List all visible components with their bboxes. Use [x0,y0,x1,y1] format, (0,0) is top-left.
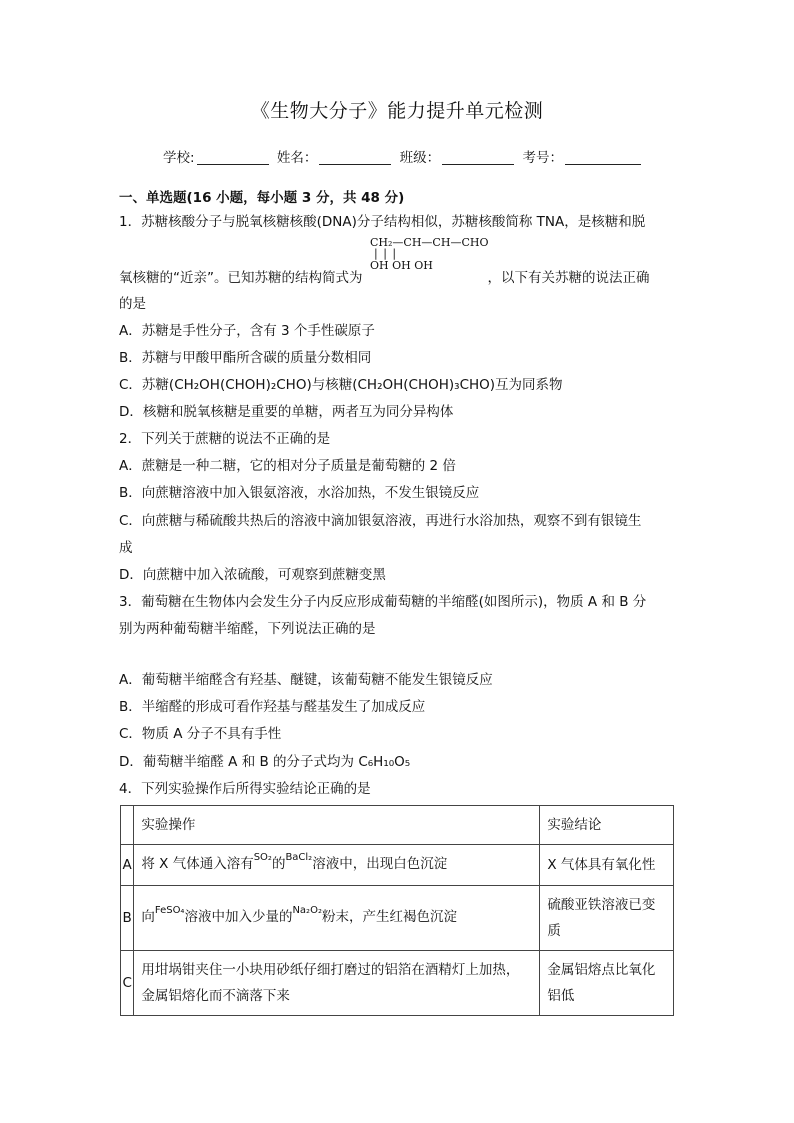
name-blank[interactable] [319,150,391,165]
q3-option-c[interactable]: C．物质 A 分子不具有手性 [119,726,282,742]
q3-option-d[interactable]: D．葡萄糖半缩醛 A 和 B 的分子式均为 C₆H₁₀O₅ [119,754,411,770]
formula-so2: SO₂ [253,852,272,863]
op-text: 溶液中，出现白色沉淀 [312,856,448,872]
row-operation [134,886,540,951]
q2-option-b[interactable]: B．向蔗糖溶液中加入银氨溶液，水浴加热，不发生银镜反应 [119,485,480,501]
row-index: C [121,951,134,1016]
header-conclusion: 实验结论 [540,806,674,845]
formula-bacl2: BaCl₂ [285,852,313,863]
q1-option-b[interactable]: B．苏糖与甲酸甲酯所含碳的质量分数相同 [119,350,372,366]
q1-stem-line1: 1．苏糖核酸分子与脱氧核糖核酸(DNA)分子结构相似，苏糖核酸简称 TNA，是核糖和脱 [119,214,646,230]
table-row-b[interactable] [121,886,674,951]
table-row-a[interactable] [121,845,674,886]
row-operation: 用坩埚钳夹住一小块用砂纸仔细打磨过的铝箔在酒精灯上加热，金属铝熔化而不滴落下来 [134,951,540,1016]
class-label: 班级： [399,150,441,166]
header-index-cell [121,806,134,845]
school-blank[interactable] [197,150,269,165]
school-label: 学校: [163,150,195,166]
student-info-line [163,146,645,166]
row-operation [134,845,540,886]
row-conclusion: X 气体具有氧化性 [540,845,674,886]
exam-no-blank[interactable] [565,150,641,165]
formula-bonds: | | | [374,247,398,260]
q1-stem-line3: 的是 [119,296,146,312]
header-operation: 实验操作 [134,806,540,845]
q1-option-d[interactable]: D．核糖和脱氧核糖是重要的单糖，两者互为同分异构体 [119,404,454,420]
row-conclusion: 硫酸亚铁溶液已变质 [540,886,674,951]
class-blank[interactable] [442,150,514,165]
name-label: 姓名： [276,150,318,166]
formula-bottom: OH OH OH [370,259,433,272]
q2-option-c-line2[interactable]: 成 [119,540,133,556]
q2-option-c-line1[interactable]: C．向蔗糖与稀硫酸共热后的溶液中滴加银氨溶液，再进行水浴加热，观察不到有银镜生 [119,513,642,529]
op-text: 粉末，产生红褐色沉淀 [321,909,457,925]
q1-stem-line2 [119,266,650,286]
section-heading: 一、单选题(16 小题，每小题 3 分，共 48 分) [119,190,405,206]
experiment-table [120,805,674,1016]
op-text: 将 X 气体通入溶有 [141,856,254,872]
table-row-c[interactable] [121,951,674,1016]
q2-stem: 2．下列关于蔗糖的说法不正确的是 [119,431,331,447]
op-text: 向 [141,909,155,925]
q3-stem-line2: 别为两种葡萄糖半缩醛，下列说法正确的是 [119,621,376,637]
op-text: 溶液中加入少量的 [184,909,293,925]
q2-option-d[interactable]: D．向蔗糖中加入浓硫酸，可观察到蔗糖变黑 [119,567,386,583]
q3-option-b[interactable]: B．半缩醛的形成可看作羟基与醛基发生了加成反应 [119,699,426,715]
q1-stem-line2a: 氧核糖的“近亲”。已知苏糖的结构简式为 [119,270,363,286]
q2-option-a[interactable]: A．蔗糖是一种二糖，它的相对分子质量是葡萄糖的 2 倍 [119,458,456,474]
row-conclusion: 金属铝熔点比氧化铝低 [540,951,674,1016]
formula-na2o2: Na₂O₂ [292,905,322,916]
q3-stem-line1: 3．葡萄糖在生物体内会发生分子内反应形成葡萄糖的半缩醛(如图所示)，物质 A 和 B 分 [119,594,647,610]
q3-option-a[interactable]: A．葡萄糖半缩醛含有羟基、醚键，该葡萄糖不能发生银镜反应 [119,672,493,688]
q1-option-a[interactable]: A．苏糖是手性分子，含有 3 个手性碳原子 [119,323,375,339]
q4-stem: 4．下列实验操作后所得实验结论正确的是 [119,781,371,797]
op-text: 的 [271,856,286,872]
q1-option-c[interactable]: C．苏糖(CH₂OH(CHOH)₂CHO)与核糖(CH₂OH(CHOH)₃CHO)互为同系物 [119,377,563,393]
row-index: B [121,886,134,951]
q1-stem-line2b: ，以下有关苏糖的说法正确 [487,270,650,286]
exam-no-label: 考号： [522,150,563,166]
table-header-row [121,806,674,845]
formula-feso4: FeSO₄ [154,905,185,916]
page-title: 《生物大分子》能力提升单元检测 [250,100,544,122]
formula-top: CH₂—CH—CH—CHO [370,236,489,249]
row-index: A [121,845,134,886]
